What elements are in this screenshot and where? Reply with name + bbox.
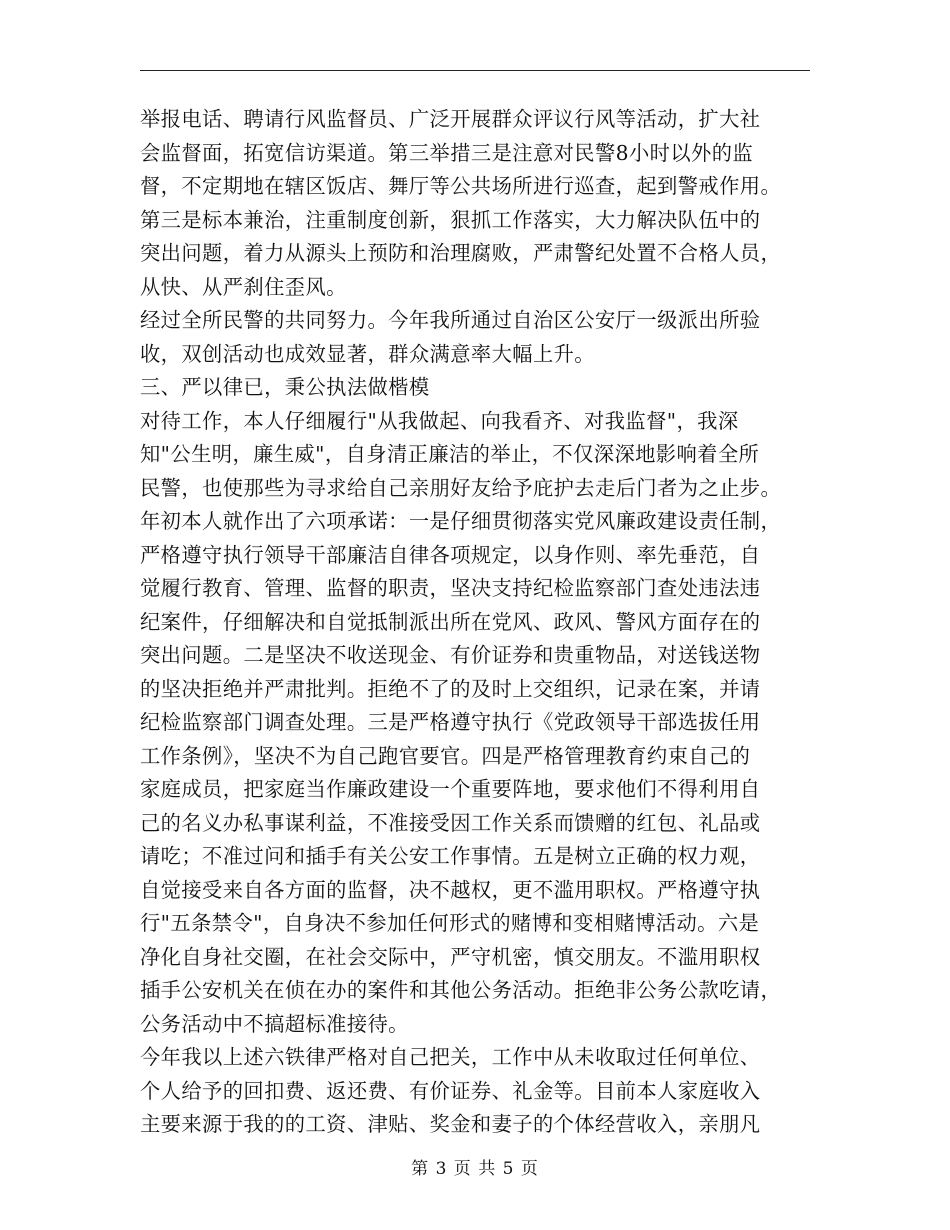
text-line: 对待工作，本人仔细履行"从我做起、向我看齐、对我监督"，我深	[140, 408, 739, 433]
text-line: 举报电话、聘请行风监督员、广泛开展群众评议行风等活动，扩大社	[140, 107, 761, 131]
text-line: 觉履行教育、管理、监督的职责，坚决支持纪检监察部门查处违法违	[140, 576, 761, 600]
text-line: 行"五条禁令"，自身决不参加任何形式的赌博和变相赌博活动。六是	[140, 911, 760, 935]
text-line: 严格遵守执行领导干部廉洁自律各项规定，以身作则、率先垂范，自	[140, 542, 761, 567]
text-line: 第三是标本兼治，注重制度创新，狠抓工作落实，大力解决队伍中的	[140, 207, 761, 232]
section-heading: 三、严以律已，秉公执法做楷模	[140, 375, 430, 399]
text-line: 净化自身社交圈，在社会交际中，严守机密，慎交朋友。不滥用职权	[140, 944, 761, 969]
text-line: 民警，也使那些为寻求给自己亲朋好友给予庇护去走后门者为之止步。	[140, 475, 782, 500]
text-line: 突出问题，着力从源头上预防和治理腐败，严肃警纪处置不合格人员，	[140, 241, 782, 265]
header-rule	[140, 70, 810, 71]
text-line: 己的名义办私事谋利益，不准接受因工作关系而馈赠的红包、礼品或	[140, 810, 761, 835]
text-line: 突出问题。二是坚决不收送现金、有价证券和贵重物品，对送钱送物	[140, 643, 761, 667]
text-line: 收，双创活动也成效显著，群众满意率大幅上升。	[140, 341, 595, 366]
text-line: 督，不定期地在辖区饭店、舞厅等公共场所进行巡查，起到警戒作用。	[140, 174, 782, 198]
text-line: 年初本人就作出了六项承诺：一是仔细贯彻落实党风廉政建设责任制，	[140, 509, 782, 533]
text-line: 个人给予的回扣费、返还费、有价证券、礼金等。目前本人家庭收入	[140, 1078, 761, 1103]
text-line: 知"公生明，廉生威"，自身清正廉洁的举止，不仅深深地影响着全所	[140, 442, 760, 466]
text-line: 公务活动中不搞超标准接待。	[140, 1011, 409, 1036]
text-line: 自觉接受来自各方面的监督，决不越权，更不滥用职权。严格遵守执	[140, 877, 761, 902]
body-text	[140, 103, 840, 1142]
text-line: 插手公安机关在侦在办的案件和其他公务活动。拒绝非公务公款吃请，	[140, 978, 782, 1002]
text-line: 家庭成员，把家庭当作廉政建设一个重要阵地，要求他们不得利用自	[140, 777, 761, 801]
text-line: 纪案件，仔细解决和自觉抵制派出所在党风、政风、警风方面存在的	[140, 609, 761, 634]
text-line: 经过全所民警的共同努力。今年我所通过自治区公安厅一级派出所验	[140, 308, 761, 332]
text-line: 工作条例》，坚决不为自己跑官要官。四是严格管理教育约束自己的	[140, 743, 751, 768]
text-line: 纪检监察部门调查处理。三是严格遵守执行《党政领导干部选拔任用	[140, 710, 761, 734]
page-number-footer: 第 3 页 共 5 页	[411, 1159, 539, 1179]
text-line: 请吃；不准过问和插手有关公安工作事情。五是树立正确的权力观，	[140, 844, 761, 868]
text-line: 的坚决拒绝并严肃批判。拒绝不了的及时上交组织，记录在案，并请	[140, 676, 761, 701]
text-line: 今年我以上述六铁律严格对自己把关，工作中从未收取过任何单位、	[140, 1045, 761, 1069]
text-line: 会监督面，拓宽信访渠道。第三举措三是注意对民警8小时以外的监	[140, 140, 754, 165]
text-line: 主要来源于我的的工资、津贴、奖金和妻子的个体经营收入，亲朋凡	[140, 1112, 761, 1136]
text-line: 从快、从严刹住歪风。	[140, 274, 347, 299]
